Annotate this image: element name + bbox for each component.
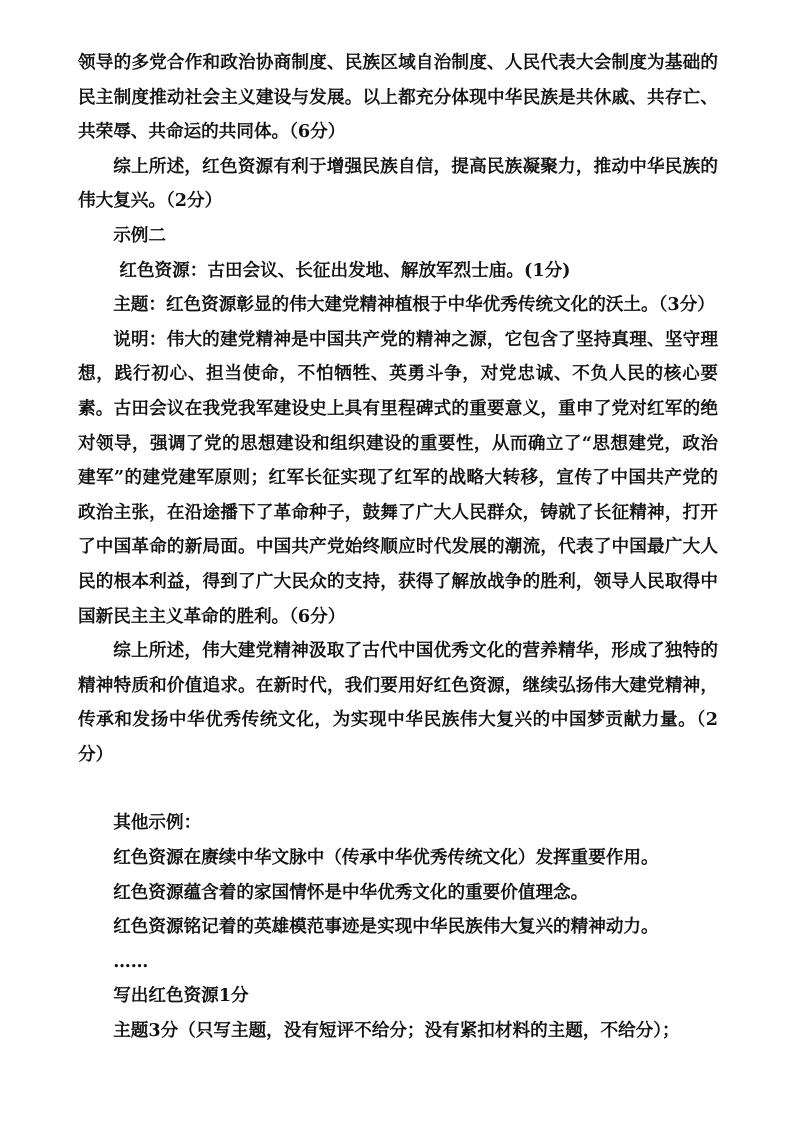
other-example-item: 红色资源铭记着的英雄模范事迹是实现中华民族伟大复兴的精神动力。 (113, 916, 659, 938)
red-resource-line: 红色资源：古田会议、长征出发地、解放军烈士庙。(1分) (119, 259, 571, 281)
other-example-item: 红色资源在赓续中华文脉中（传承中华优秀传统文化）发挥重要作用。 (113, 847, 659, 869)
section-gap (78, 772, 718, 806)
paragraph-democratic-system: 领导的多党合作和政治协商制度、民族区域自治制度、人民代表大会制度为基础的民主制度推动社会主义建设与发展。以上都充分体现中华民族是共休戚、共存亡、共荣辱、共命运的共同体。（6分） (78, 52, 718, 143)
scoring-theme-line: 主题3分（只写主题，没有短评不给分；没有紧扣材料的主题，不给分）； (113, 1020, 680, 1042)
example-two-heading: 示例二 (113, 224, 166, 246)
other-examples-heading: 其他示例： (113, 812, 202, 834)
document-page (78, 46, 718, 1049)
theme-paragraph: 主题：红色资源彰显的伟大建党精神植根于中华优秀传统文化的沃土。（3分） (113, 294, 715, 316)
other-example-item: 红色资源蕴含着的家国情怀是中华优秀文化的重要价值理念。 (113, 881, 589, 903)
explanation-paragraph: 说明：伟大的建党精神是中国共产党的精神之源，它包含了坚持真理、坚守理想，践行初心、担当使命，不怕牺牲、英勇斗争，对党忠诚、不负人民的核心要素。古田会议在我党我军建设史上具有里程碑式的重要意义，重申了党对红军的绝对领导，强调了党的思想建设和组织建设的重要性，从而确立了“思想建党，政治建军”的建党建军原则；红军长征实现了红军的战略大转移，宣传了中国共产党的政治主张，在沿途播下了革命种子，鼓舞了广大人民群众，铸就了长征精神，打开了中国革命的新局面。中国共产党始终顺应时代发展的潮流，代表了中国最广大人民的根本利益，得到了广大民众的支持，获得了解放战争的胜利，领导人民取得中国新民主主义革命的胜利。（6分） (78, 328, 718, 627)
other-example-ellipsis: …… (113, 950, 149, 972)
paragraph-summary-1: 综上所述，红色资源有利于增强民族自信，提高民族凝聚力，推动中华民族的伟大复兴。（2分） (78, 155, 718, 212)
scoring-resource-line: 写出红色资源1分 (113, 985, 249, 1007)
paragraph-summary-2: 综上所述，伟大建党精神汲取了古代中国优秀文化的营养精华，形成了独特的精神特质和价值追求。在新时代，我们要用好红色资源，继续弘扬伟大建党精神，传承和发扬中华优秀传统文化，为实现中华民族伟大复兴的中国梦贡献力量。（2分） (78, 640, 718, 765)
